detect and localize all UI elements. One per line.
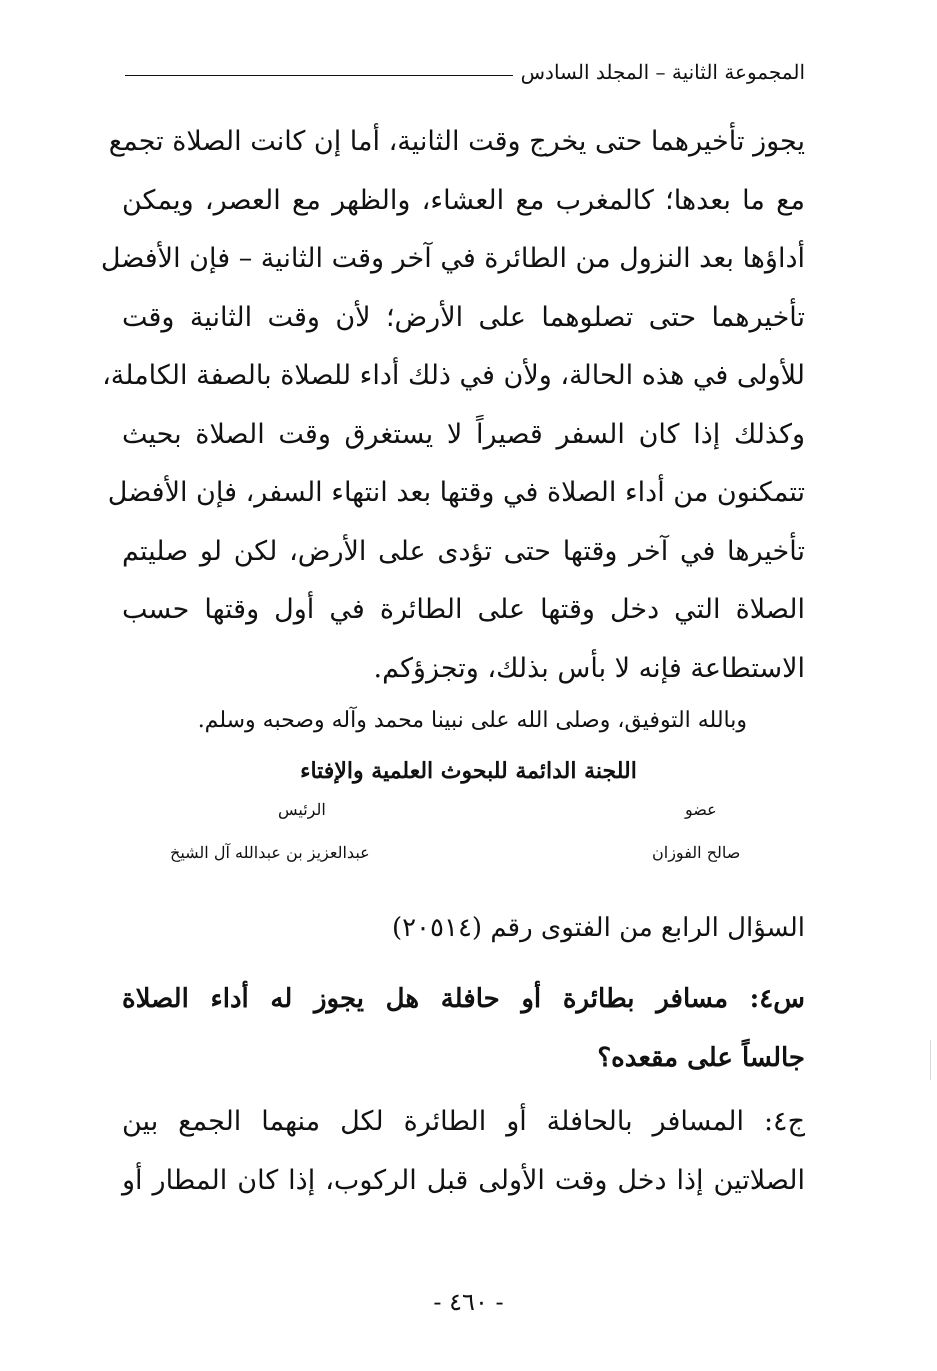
body-line: الصلاة التي دخل وقتها على الطائرة في أول وقتها حسب [122, 594, 805, 625]
member-role: عضو [685, 800, 717, 819]
committee-name: اللجنة الدائمة للبحوث العلمية والإفتاء [300, 758, 637, 784]
answer-block [122, 1093, 805, 1210]
body-line: أداؤها بعد النزول من الطائرة في آخر وقت الثانية – فإن الأفضل [100, 243, 805, 274]
body-line: يجوز تأخيرهما حتى يخرج وقت الثانية، أما إن كانت الصلاة تجمع [108, 126, 805, 157]
body-line: تأخيرها في آخر وقتها حتى تؤدى على الأرض، لكن لو صليتم [122, 535, 805, 567]
body-line: تتمكنون من أداء الصلاة في وقتها بعد انتهاء السفر، فإن الأفضل [107, 477, 805, 508]
member-name: صالح الفوزان [652, 843, 741, 862]
fatwa-answer-body [100, 113, 805, 698]
running-header [125, 52, 805, 92]
question-line: س٤: مسافر بطائرة أو حافلة هل يجوز له أداء الصلاة [122, 984, 805, 1014]
body-line: وكذلك إذا كان السفر قصيراً لا يستغرق وقت الصلاة بحيث [122, 418, 805, 450]
question-line: جالساً على مقعده؟ [597, 1042, 805, 1073]
scan-edge-mark [930, 1040, 931, 1080]
body-line: الاستطاعة فإنه لا بأس بذلك، وتجزؤكم. [373, 652, 805, 684]
question-block [122, 970, 805, 1087]
header-title: المجموعة الثانية – المجلد السادس [520, 60, 805, 84]
question-title: السؤال الرابع من الفتوى رقم (٢٠٥١٤) [391, 913, 805, 943]
header-rule [125, 75, 513, 76]
page-number: - ٤٦٠ - [433, 1288, 504, 1316]
answer-line: الصلاتين إذا دخل وقت الأولى قبل الركوب، إذا كان المطار أو [122, 1164, 805, 1196]
body-line: للأولى في هذه الحالة، ولأن في ذلك أداء للصلاة بالصفة الكاملة، [102, 360, 805, 391]
chairman-role: الرئيس [278, 800, 326, 819]
body-line: تأخيرهما حتى تصلوهما على الأرض؛ لأن وقت الثانية وقت [122, 301, 805, 333]
answer-line: ج٤: المسافر بالحافلة أو الطائرة لكل منهما الجمع بين [122, 1106, 805, 1137]
chairman-name: عبدالعزيز بن عبدالله آل الشيخ [170, 843, 370, 862]
closing-blessing: وبالله التوفيق، وصلى الله على نبينا محمد وآله وصحبه وسلم. [197, 708, 747, 733]
body-line: مع ما بعدها؛ كالمغرب مع العشاء، والظهر مع العصر، ويمكن [122, 184, 805, 216]
